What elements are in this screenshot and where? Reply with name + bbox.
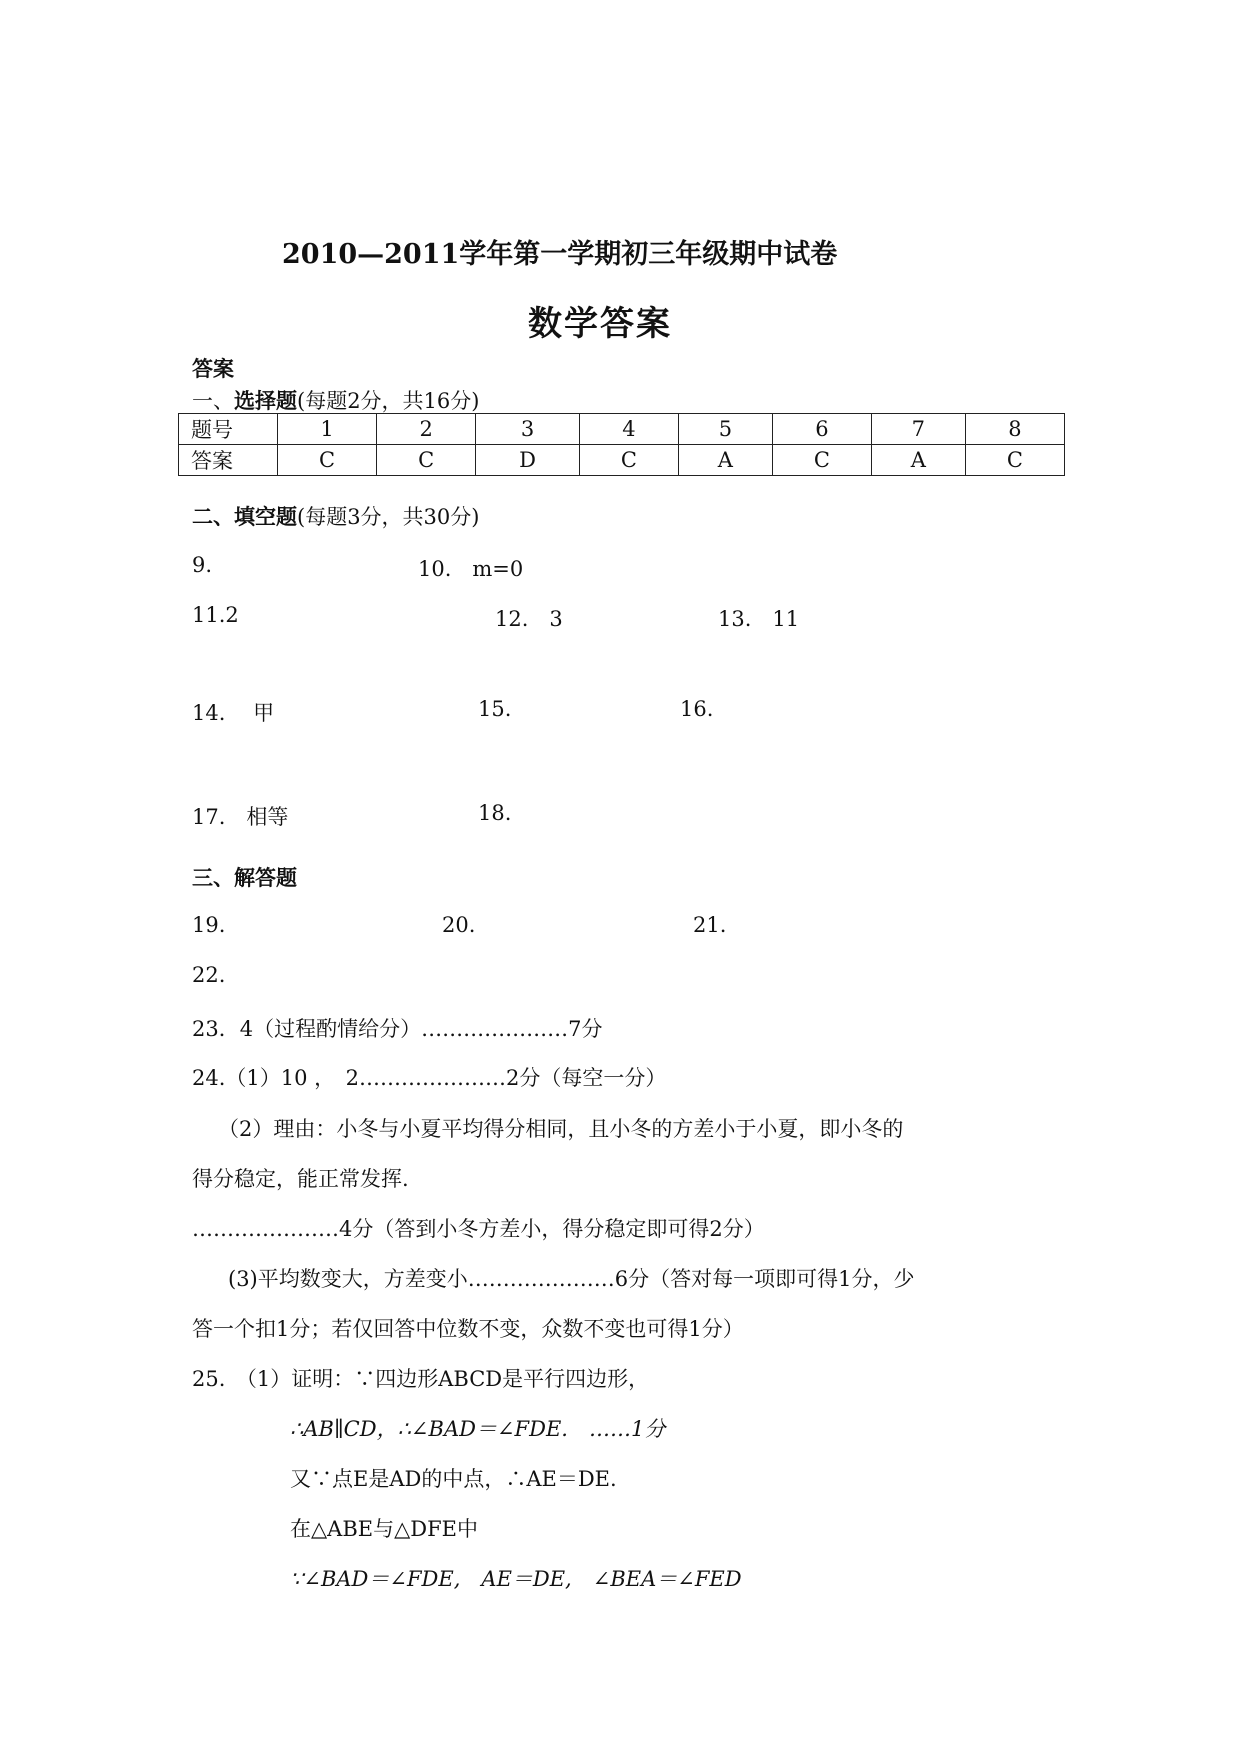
question-cell: 1 <box>278 414 377 445</box>
answer-q11: 11.2 <box>192 603 239 627</box>
section2-note: (每题3分，共30分) <box>297 505 480 529</box>
answer-q12: 12. 3 <box>495 607 563 631</box>
table-row-answers <box>179 445 1065 476</box>
answer-cell: D <box>476 445 580 476</box>
section2-name: 填空题 <box>234 504 297 529</box>
answer-cell: C <box>579 445 678 476</box>
table-row-questions <box>179 414 1065 445</box>
answer-q25-line2: ∴AB∥CD，∴∠BAD＝∠FDE. ……1分 <box>290 1417 666 1441</box>
answer-q24-part2-line3: …………………4分（答到小冬方差小，得分稳定即可得2分） <box>192 1217 765 1241</box>
section1-heading <box>192 385 479 415</box>
answer-heading: 答案 <box>192 356 234 381</box>
document-subtitle: 数学答案 <box>528 304 672 344</box>
answer-q25-line4: 在△ABE与△DFE中 <box>290 1517 478 1541</box>
section3-heading: 三、解答题 <box>192 865 297 890</box>
answer-q14: 14. 甲 <box>192 701 275 725</box>
answer-q21: 21. <box>693 913 727 937</box>
answer-q25-line1: 25. （1）证明：∵四边形ABCD是平行四边形， <box>192 1367 650 1391</box>
answer-cell: C <box>377 445 476 476</box>
question-cell: 6 <box>772 414 871 445</box>
answer-q16: 16. <box>680 697 714 721</box>
answer-q9: 9. <box>192 553 213 577</box>
section1-note: (每题2分，共16分) <box>297 389 480 413</box>
question-cell: 8 <box>965 414 1064 445</box>
answer-q15: 15. <box>478 697 512 721</box>
document-title: 2010—2011学年第一学期初三年级期中试卷 <box>282 239 838 270</box>
row-header-question: 题号 <box>179 414 278 445</box>
answer-q23: 23．4（过程酌情给分）…………………7分 <box>192 1017 603 1041</box>
answer-q24-part2-line2: 得分稳定，能正常发挥. <box>192 1167 409 1191</box>
section1-prefix: 一、 <box>192 389 234 413</box>
answer-q24-part1: 24.（1）10 ， 2…………………2分（每空一分） <box>192 1066 667 1090</box>
answer-cell: A <box>678 445 772 476</box>
answer-cell: C <box>772 445 871 476</box>
question-cell: 7 <box>871 414 965 445</box>
answer-cell: C <box>965 445 1064 476</box>
section2-prefix: 二、 <box>192 504 234 529</box>
answer-cell: A <box>871 445 965 476</box>
answer-cell: C <box>278 445 377 476</box>
question-cell: 3 <box>476 414 580 445</box>
question-cell: 4 <box>579 414 678 445</box>
section2-heading <box>192 501 479 531</box>
answer-q10: 10. m=0 <box>418 557 524 581</box>
answer-q25-line3: 又∵点E是AD的中点，∴AE＝DE. <box>290 1467 617 1491</box>
answer-q13: 13. 11 <box>718 607 800 631</box>
row-header-answer: 答案 <box>179 445 278 476</box>
answer-q17: 17. 相等 <box>192 805 289 829</box>
question-cell: 5 <box>678 414 772 445</box>
answer-q19: 19. <box>192 913 226 937</box>
answer-q18: 18. <box>478 801 512 825</box>
choice-answer-table <box>178 413 1065 476</box>
answer-q24-part3-line2: 答一个扣1分；若仅回答中位数不变，众数不变也可得1分） <box>192 1317 744 1341</box>
section1-name: 选择题 <box>234 388 297 413</box>
answer-q20: 20. <box>442 913 476 937</box>
answer-q22: 22. <box>192 963 226 987</box>
answer-q24-part2-line1: （2）理由：小冬与小夏平均得分相同，且小冬的方差小于小夏，即小冬的 <box>218 1117 904 1141</box>
answer-q24-part3-line1: (3)平均数变大，方差变小…………………6分（答对每一项即可得1分，少 <box>228 1267 915 1291</box>
question-cell: 2 <box>377 414 476 445</box>
answer-q25-line5: ∵∠BAD＝∠FDE, AE＝DE, ∠BEA＝∠FED <box>290 1567 742 1591</box>
